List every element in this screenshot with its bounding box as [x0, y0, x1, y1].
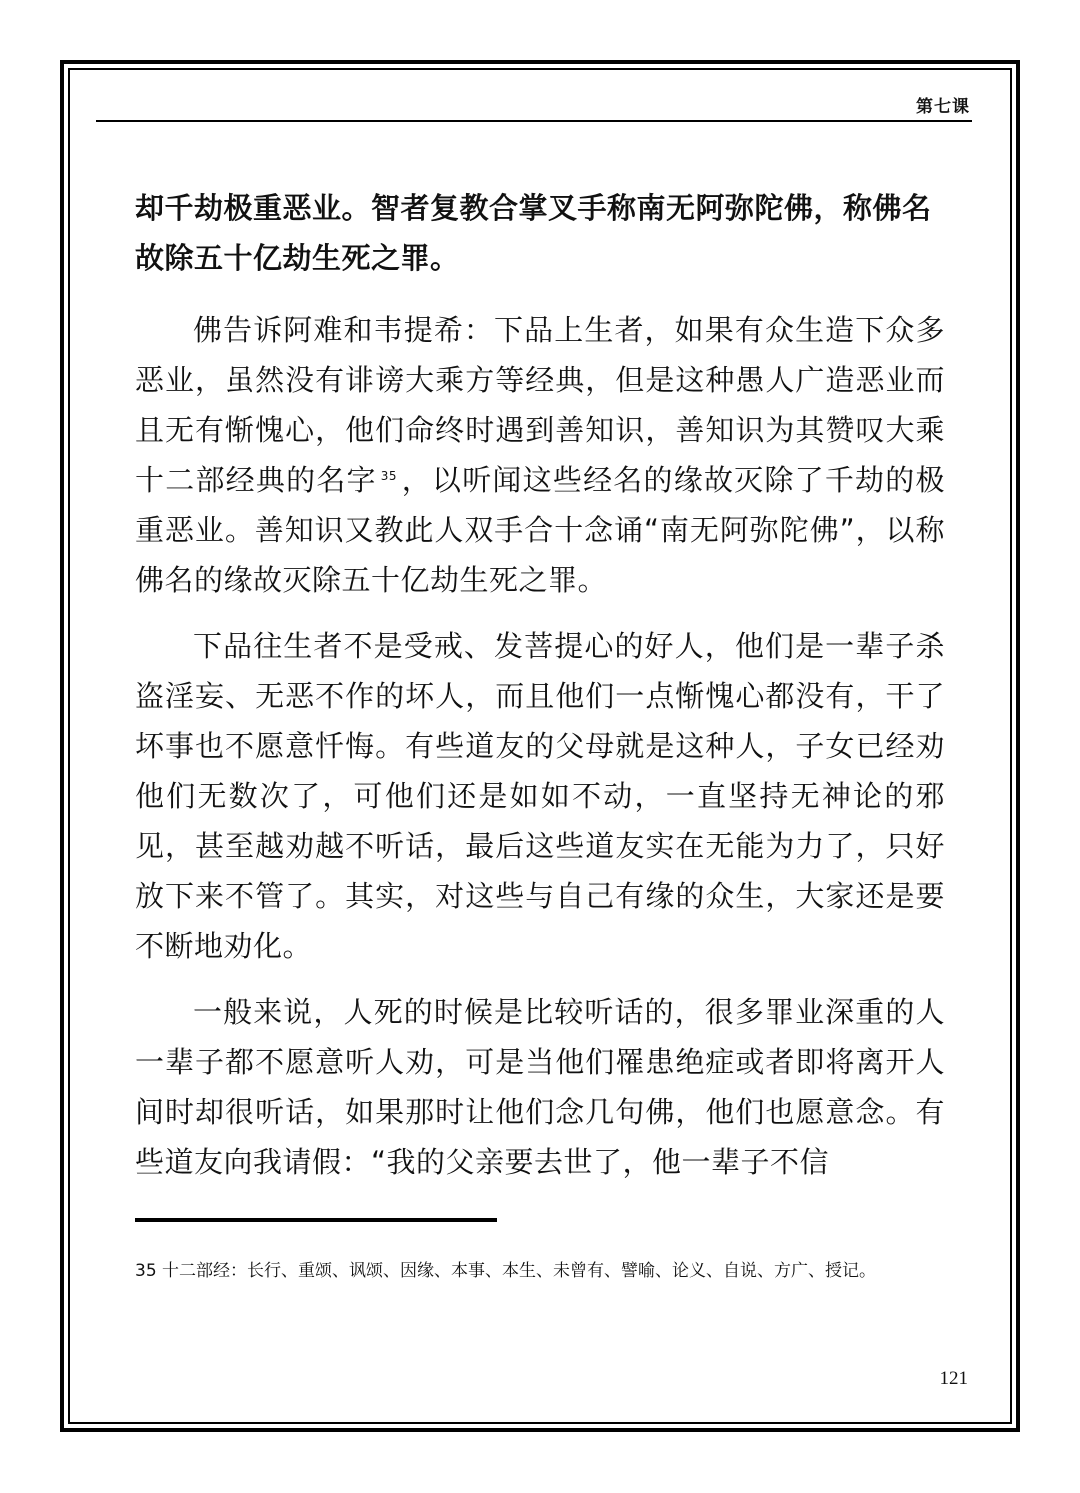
- paragraph-3: 一般来说，人死的时候是比较听话的，很多罪业深重的人一辈子都不愿意听人劝，可是当他们罹患绝症或者即将离开人间时却很听话，如果那时让他们念几句佛，他们也愿意念。有些道友向我请假：“我的父亲要去世了，他一辈子不信: [135, 995, 945, 1179]
- footnote-divider: [135, 1218, 497, 1222]
- paragraph-1-text-end: ，以听闻这些经名的缘故灭除了千劫的极重恶业。善知识又教此人双手合十念诵“南无阿弥陀佛”，以称佛名的缘故灭除五十亿劫生死之罪。: [135, 463, 945, 597]
- running-header: [96, 88, 972, 122]
- paragraph-1-text-start: 佛告诉阿难和韦提希：下品上生者，如果有众生造下众多恶业，虽然没有诽谤大乘方等经典，但是这种愚人广造恶业而且无有惭愧心，他们命终时遇到善知识，善知识为其赞叹大乘十二部经典的名字: [135, 313, 945, 497]
- page-number: 121: [939, 1368, 968, 1389]
- chapter-title: 第七课: [916, 97, 970, 117]
- sutra-quote: 却千劫极重恶业。智者复教合掌叉手称南无阿弥陀佛，称佛名故除五十亿劫生死之罪。: [135, 191, 932, 275]
- footnote: 35 十二部经：长行、重颂、讽颂、因缘、本事、本生、未曾有、譬喻、论义、自说、方广、授记。: [135, 1261, 877, 1281]
- paragraph-2: 下品往生者不是受戒、发菩提心的好人，他们是一辈子杀盗淫妄、无恶不作的坏人，而且他们一点惭愧心都没有，干了坏事也不愿意忏悔。有些道友的父母就是这种人，子女已经劝他们无数次了，可他们还是如如不动，一直坚持无神论的邪见，甚至越劝越不听话，最后这些道友实在无能为力了，只好放下来不管了。其实，对这些与自己有缘的众生，大家还是要不断地劝化。: [135, 629, 945, 963]
- footnote-reference[interactable]: 35: [380, 469, 398, 483]
- page-body: [135, 183, 945, 1203]
- paragraph-1: [135, 305, 945, 605]
